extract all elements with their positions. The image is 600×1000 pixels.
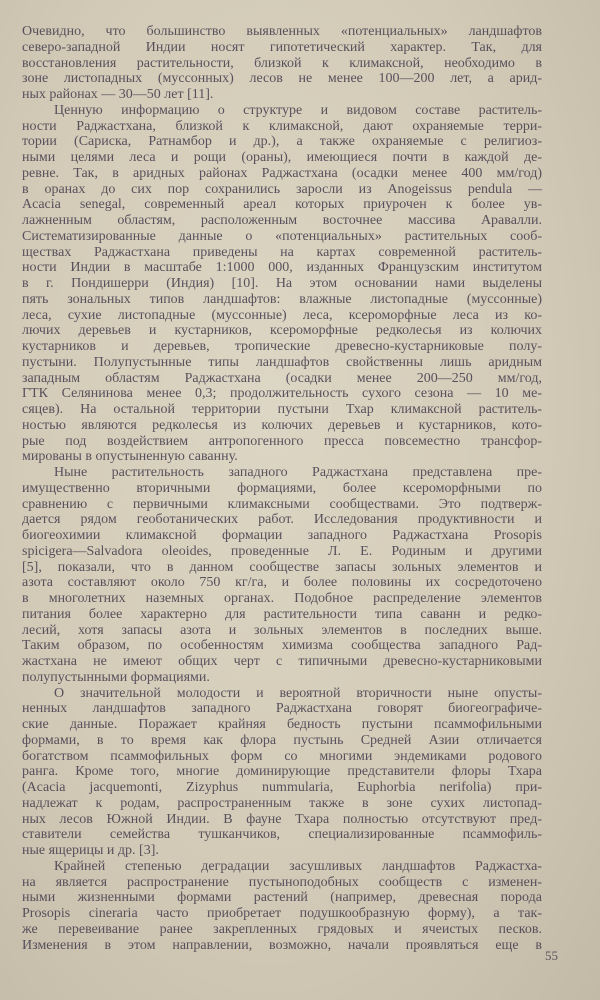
text-line: лажненным областям, расположенным восточнее массива Аравалли. xyxy=(22,213,542,228)
text-line: богатством псаммофильных форм со многими эндемиками родового xyxy=(22,748,542,764)
text-line: Очевидно, что большинство выявленных «потенциальных» ландшафтов xyxy=(22,24,542,39)
text-line: полупустынными формациями. xyxy=(22,669,210,685)
text-line: Ныне растительность западного Раджастхана представлена пре- xyxy=(54,465,542,480)
page-body-text xyxy=(22,24,542,953)
text-line: ГТК Селянинова менее 0,3; продолжительность сухого сезона — 10 ме- xyxy=(22,386,542,402)
page-number: 55 xyxy=(545,948,558,963)
text-line: сяцев). На остальной территории пустыни Тхар климаксной раститель- xyxy=(22,402,542,417)
text-line: Таким образом, по особенностям химизма сообщества западного Рад- xyxy=(22,638,542,654)
text-line: ности Индии в масштабе 1:1000 000, изданных Французским институтом xyxy=(22,260,542,276)
text-line: в г. Пондишерри (Индия) [10]. На этом основании нами выделены xyxy=(22,276,542,291)
text-line: тории (Сариска, Ратнамбор и др.), а также охраняемые с религиоз- xyxy=(22,134,542,150)
text-line: [5], показали, что в данном сообществе запасы зольных элементов и xyxy=(22,559,542,575)
paragraph xyxy=(22,103,542,465)
text-line: на является распространение пустыноподобных сообществ с изменен- xyxy=(22,874,542,890)
text-line: ности Раджастхана, близкой к климаксной, дают охраняемые терри- xyxy=(22,118,542,134)
text-line: ществах Раджастхана приведены на картах современной раститель- xyxy=(22,244,542,260)
text-line: биогеохимии климаксной формации западного Раджастхана Prosopis xyxy=(22,528,542,543)
text-line: ных районах — 30—50 лет [11]. xyxy=(22,87,214,102)
text-line: азота составляют около 750 кг/га, и более половины их сосредоточено xyxy=(22,575,542,591)
text-line: леса, сухие листопадные (муссонные) леса, ксероморфные леса из ко- xyxy=(22,307,542,323)
text-line: ранга. Кроме того, многие доминирующие представители флоры Тхара xyxy=(22,764,542,780)
text-line: ные ящерицы и др. [3]. xyxy=(22,843,159,858)
text-line: мированы в опустыненную саванну. xyxy=(22,449,238,465)
text-line: Acacia senegal, современный ареал которых приурочен к более ув- xyxy=(22,197,542,213)
text-line: северо-западной Индии носят гипотетический характер. Так, для xyxy=(22,39,542,55)
text-line: ставители семейства тушканчиков, специализированные псаммофиль- xyxy=(22,827,542,843)
text-line: spicigera—Salvadora oleoides, проведенные Л. Е. Родиным и другими xyxy=(22,543,542,559)
text-line: ными жизненными формами растений (например, древесная порода xyxy=(22,890,542,906)
text-line: Изменения в этом направлении, возможно, начали проявляться еще в xyxy=(22,937,542,953)
text-line: имущественно вторичными формациями, более ксероморфными по xyxy=(22,480,542,496)
text-line: лючих деревьев и кустарников, ксероморфные редколесья из колючих xyxy=(22,323,542,339)
text-line: сравнению с первичными климаксными сообществами. Это подтверж- xyxy=(22,496,542,512)
text-line: Систематизированные данные о «потенциальных» растительных сооб- xyxy=(22,228,542,244)
text-line: ненных ландшафтов западного Раджастхана говорят биогеографиче- xyxy=(22,701,542,717)
text-line: рые под воздействием антропогенного пресса повсеместно трансфор- xyxy=(22,433,542,449)
text-line: же перевеивание ранее закрепленных грядовых и ячеистых песков. xyxy=(22,921,542,937)
text-line: зоне листопадных (муссонных) лесов не менее 100—200 лет, а арид- xyxy=(22,71,542,87)
text-line: ных лесов Южной Индии. В фауне Тхара полностью отсутствуют пред- xyxy=(22,811,542,827)
text-line: Крайней степенью деградации засушливых ландшафтов Раджастха- xyxy=(54,858,542,874)
text-line: формами, в то время как флора пустынь Средней Азии отличается xyxy=(22,732,542,748)
text-line: кустарников и деревьев, тропические древесно-кустарниковые полу- xyxy=(22,339,542,354)
text-line: ские данные. Поражает крайняя бедность пустыни псаммофильными xyxy=(22,717,542,732)
text-line: жастхана не имеют общих черт с типичными древесно-кустарниковыми xyxy=(22,654,542,669)
paragraph xyxy=(22,465,542,686)
paragraph xyxy=(22,24,542,103)
paragraph xyxy=(22,686,542,859)
text-line: восстановления растительности, близкой к климаксной, необходимо в xyxy=(22,55,542,71)
text-line: в многолетних наземных органах. Подобное распределение элементов xyxy=(22,591,542,606)
text-line: питания более характерно для растительности типа саванн и редко- xyxy=(22,606,542,622)
text-line: ностью являются редколесья из колючих деревьев и кустарников, кото- xyxy=(22,417,542,433)
text-line: (Acacia jacquemonti, Zizyphus nummularia, Euphorbia nerifolia) при- xyxy=(22,780,542,795)
text-line: ревне. Так, в аридных районах Раджастхана (осадки менее 400 мм/год) xyxy=(22,165,542,181)
text-line: ными целями леса и рощи (ораны), имеющиеся почти в каждой де- xyxy=(22,150,542,165)
paragraph xyxy=(22,859,542,954)
text-line: пустыни. Полупустынные типы ландшафтов свойственны лишь аридным xyxy=(22,354,542,370)
text-line: Ценную информацию о структуре и видовом составе раститель- xyxy=(54,102,542,118)
text-line: Prosopis cineraria часто приобретает подушкообразную форму), а так- xyxy=(22,906,542,921)
text-line: дается рядом геоботанических работ. Исследования продуктивности и xyxy=(22,512,542,528)
text-line: западным областям Раджастхана (осадки менее 200—250 мм/год, xyxy=(22,370,542,386)
text-line: надлежат к родам, распространенным также в зоне сухих листопад- xyxy=(22,795,542,811)
text-line: лесий, хотя запасы азота и зольных элементов в последних выше. xyxy=(22,622,542,638)
text-line: пять зональных типов ландшафтов: влажные листопадные (муссонные) xyxy=(22,291,542,307)
text-line: О значительной молодости и вероятной вторичности ныне опусты- xyxy=(54,685,542,701)
text-line: в оранах до сих пор сохранились заросли из Anogeissus pendula — xyxy=(22,181,542,197)
